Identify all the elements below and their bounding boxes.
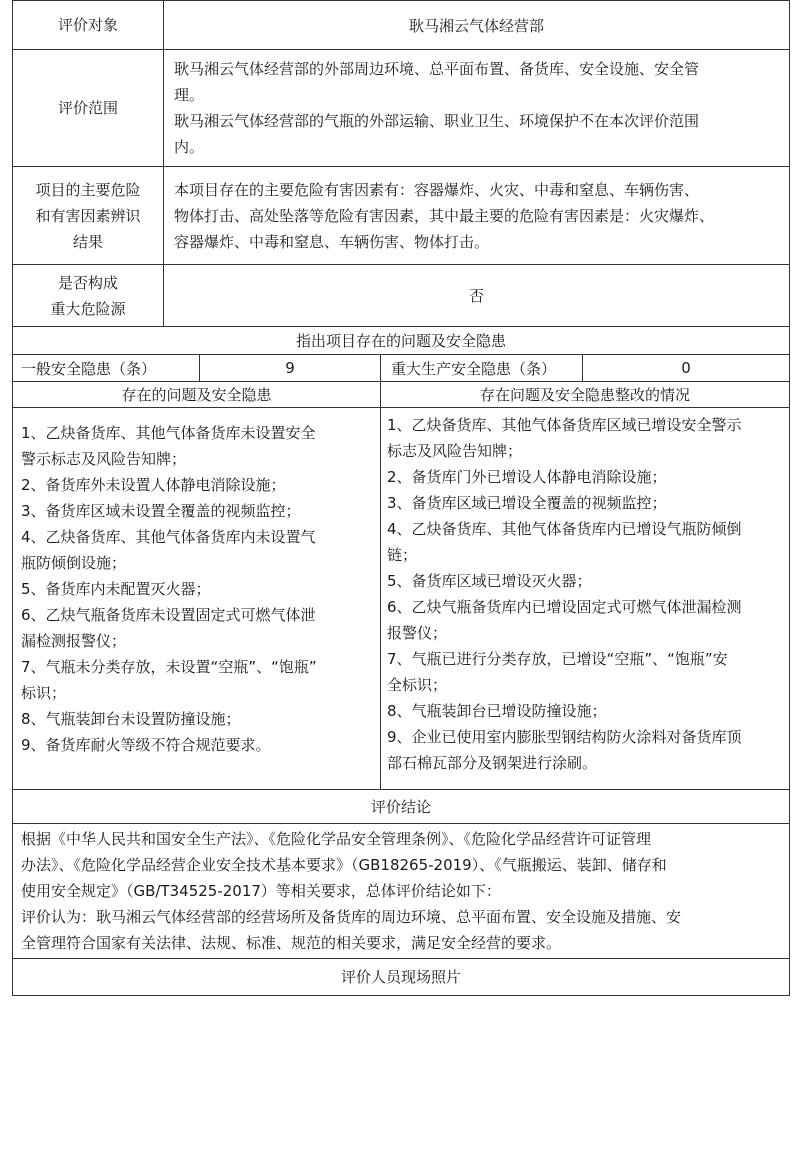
issue-line: 9、备货库耐火等级不符合规范要求。 [21, 736, 271, 754]
evaluation-table [12, 0, 790, 996]
rectification-line: 全标识； [387, 676, 448, 694]
evaluation-form [12, 0, 789, 996]
conclusion-line: 使用安全规定》（GB/T34525-2017）等相关要求，总体评价结论如下： [21, 882, 501, 900]
scope-line: 耿马湘云气体经营部的外部周边环境、总平面布置、备货库、安全设施、安全管 [174, 60, 700, 78]
row-hazard-counts [13, 355, 790, 382]
issue-line: 3、备货库区域未设置全覆盖的视频监控； [21, 502, 301, 520]
row-evaluation-scope [13, 50, 790, 167]
scope-line: 理。 [174, 86, 205, 104]
rectification-list [381, 408, 790, 790]
rectification-line: 8、气瓶装卸台已增设防撞设施； [387, 702, 607, 720]
scope-line: 耿马湘云气体经营部的气瓶的外部运输、职业卫生、环境保护不在本次评价范围 [174, 112, 700, 130]
hazard-line: 物体打击、高处坠落等危险有害因素，其中最主要的危险有害因素是：火灾爆炸、 [174, 206, 715, 225]
issue-line: 8、气瓶装卸台未设置防撞设施； [21, 710, 241, 728]
value-hazard-identification [164, 167, 790, 265]
label-evaluation-object: 评价对象 [13, 1, 164, 50]
hazard-line: 本项目存在的主要危险有害因素有：容器爆炸、火灾、中毒和窒息、车辆伤害、 [174, 180, 700, 199]
general-hazard-count-value: 9 [200, 355, 381, 382]
rectification-line: 3、备货库区域已增设全覆盖的视频监控； [387, 494, 667, 512]
scope-line: 内。 [174, 138, 205, 156]
row-issues-header [13, 327, 790, 355]
conclusion-line: 全管理符合国家有关法律、法规、标准、规范的相关要求，满足安全经营的要求。 [21, 934, 562, 952]
label-hazard-identification: 项目的主要危险 和有害因素辨识 结果 [13, 167, 164, 265]
issue-line: 7、气瓶未分类存放，未设置“空瓶”、“饱瓶” [21, 658, 317, 676]
rectification-line: 1、乙炔备货库、其他气体备货库区域已增设安全警示 [387, 416, 742, 434]
issue-line: 1、乙炔备货库、其他气体备货库未设置安全 [21, 424, 316, 442]
major-hazard-count-value: 0 [583, 355, 790, 382]
row-issue-column-headers [13, 382, 790, 408]
issues-section-title: 指出项目存在的问题及安全隐患 [13, 327, 790, 355]
issue-line: 漏检测报警仪； [21, 632, 127, 650]
label-major-hazard: 是否构成 重大危险源 [13, 265, 164, 327]
issue-line: 2、备货库外未设置人体静电消除设施； [21, 476, 286, 494]
rectification-line: 7、气瓶已进行分类存放，已增设“空瓶”、“饱瓶”安 [387, 650, 728, 668]
issue-line: 瓶防倾倒设施； [21, 554, 127, 572]
conclusion-text [13, 824, 790, 959]
issues-column-header: 存在的问题及安全隐患 [13, 382, 381, 408]
row-hazard-identification [13, 167, 790, 265]
rectification-line: 部石棉瓦部分及钢架进行涂刷。 [387, 754, 598, 772]
issues-list [13, 408, 381, 790]
row-conclusion-header [13, 790, 790, 824]
value-evaluation-object: 耿马湘云气体经营部 [164, 1, 790, 50]
value-evaluation-scope [164, 50, 790, 167]
issue-line: 6、乙炔气瓶备货库未设置固定式可燃气体泄 [21, 606, 316, 624]
issue-line: 5、备货库内未配置灭火器； [21, 580, 211, 598]
value-major-hazard: 否 [164, 265, 790, 327]
rectification-column-header: 存在问题及安全隐患整改的情况 [381, 382, 790, 408]
rectification-line: 6、乙炔气瓶备货库内已增设固定式可燃气体泄漏检测 [387, 598, 742, 616]
conclusion-title: 评价结论 [13, 790, 790, 824]
rectification-line: 4、乙炔备货库、其他气体备货库内已增设气瓶防倾倒 [387, 520, 742, 538]
rectification-line: 报警仪； [387, 624, 448, 642]
general-hazard-count-label: 一般安全隐患（条） [13, 355, 200, 382]
rectification-line: 2、备货库门外已增设人体静电消除设施； [387, 468, 667, 486]
photos-title: 评价人员现场照片 [13, 959, 790, 996]
row-major-hazard [13, 265, 790, 327]
issue-line: 标识； [21, 684, 67, 702]
label-evaluation-scope: 评价范围 [13, 50, 164, 167]
major-hazard-count-label: 重大生产安全隐患（条） [381, 355, 583, 382]
row-evaluation-object [13, 1, 790, 50]
rectification-line: 5、备货库区域已增设灭火器； [387, 572, 592, 590]
rectification-line: 标志及风险告知牌； [387, 442, 523, 460]
issue-line: 4、乙炔备货库、其他气体备货库内未设置气 [21, 528, 316, 546]
conclusion-line: 根据《中华人民共和国安全生产法》、《危险化学品安全管理条例》、《危险化学品经营许可证管理 [21, 830, 652, 848]
rectification-line: 链； [387, 546, 418, 564]
row-conclusion-body [13, 824, 790, 959]
conclusion-line: 评价认为：耿马湘云气体经营部的经营场所及备货库的周边环境、总平面布置、安全设施及措施、安 [21, 908, 682, 926]
rectification-line: 9、企业已使用室内膨胀型钢结构防火涂料对备货库顶 [387, 728, 742, 746]
issue-line: 警示标志及风险告知牌； [21, 450, 187, 468]
conclusion-line: 办法》、《危险化学品经营企业安全技术基本要求》（GB18265-2019）、《气瓶搬运、装卸、储存和 [21, 856, 667, 874]
hazard-line: 容器爆炸、中毒和窒息、车辆伤害、物体打击。 [174, 232, 490, 251]
row-photos-header [13, 959, 790, 996]
row-issue-lists [13, 408, 790, 790]
